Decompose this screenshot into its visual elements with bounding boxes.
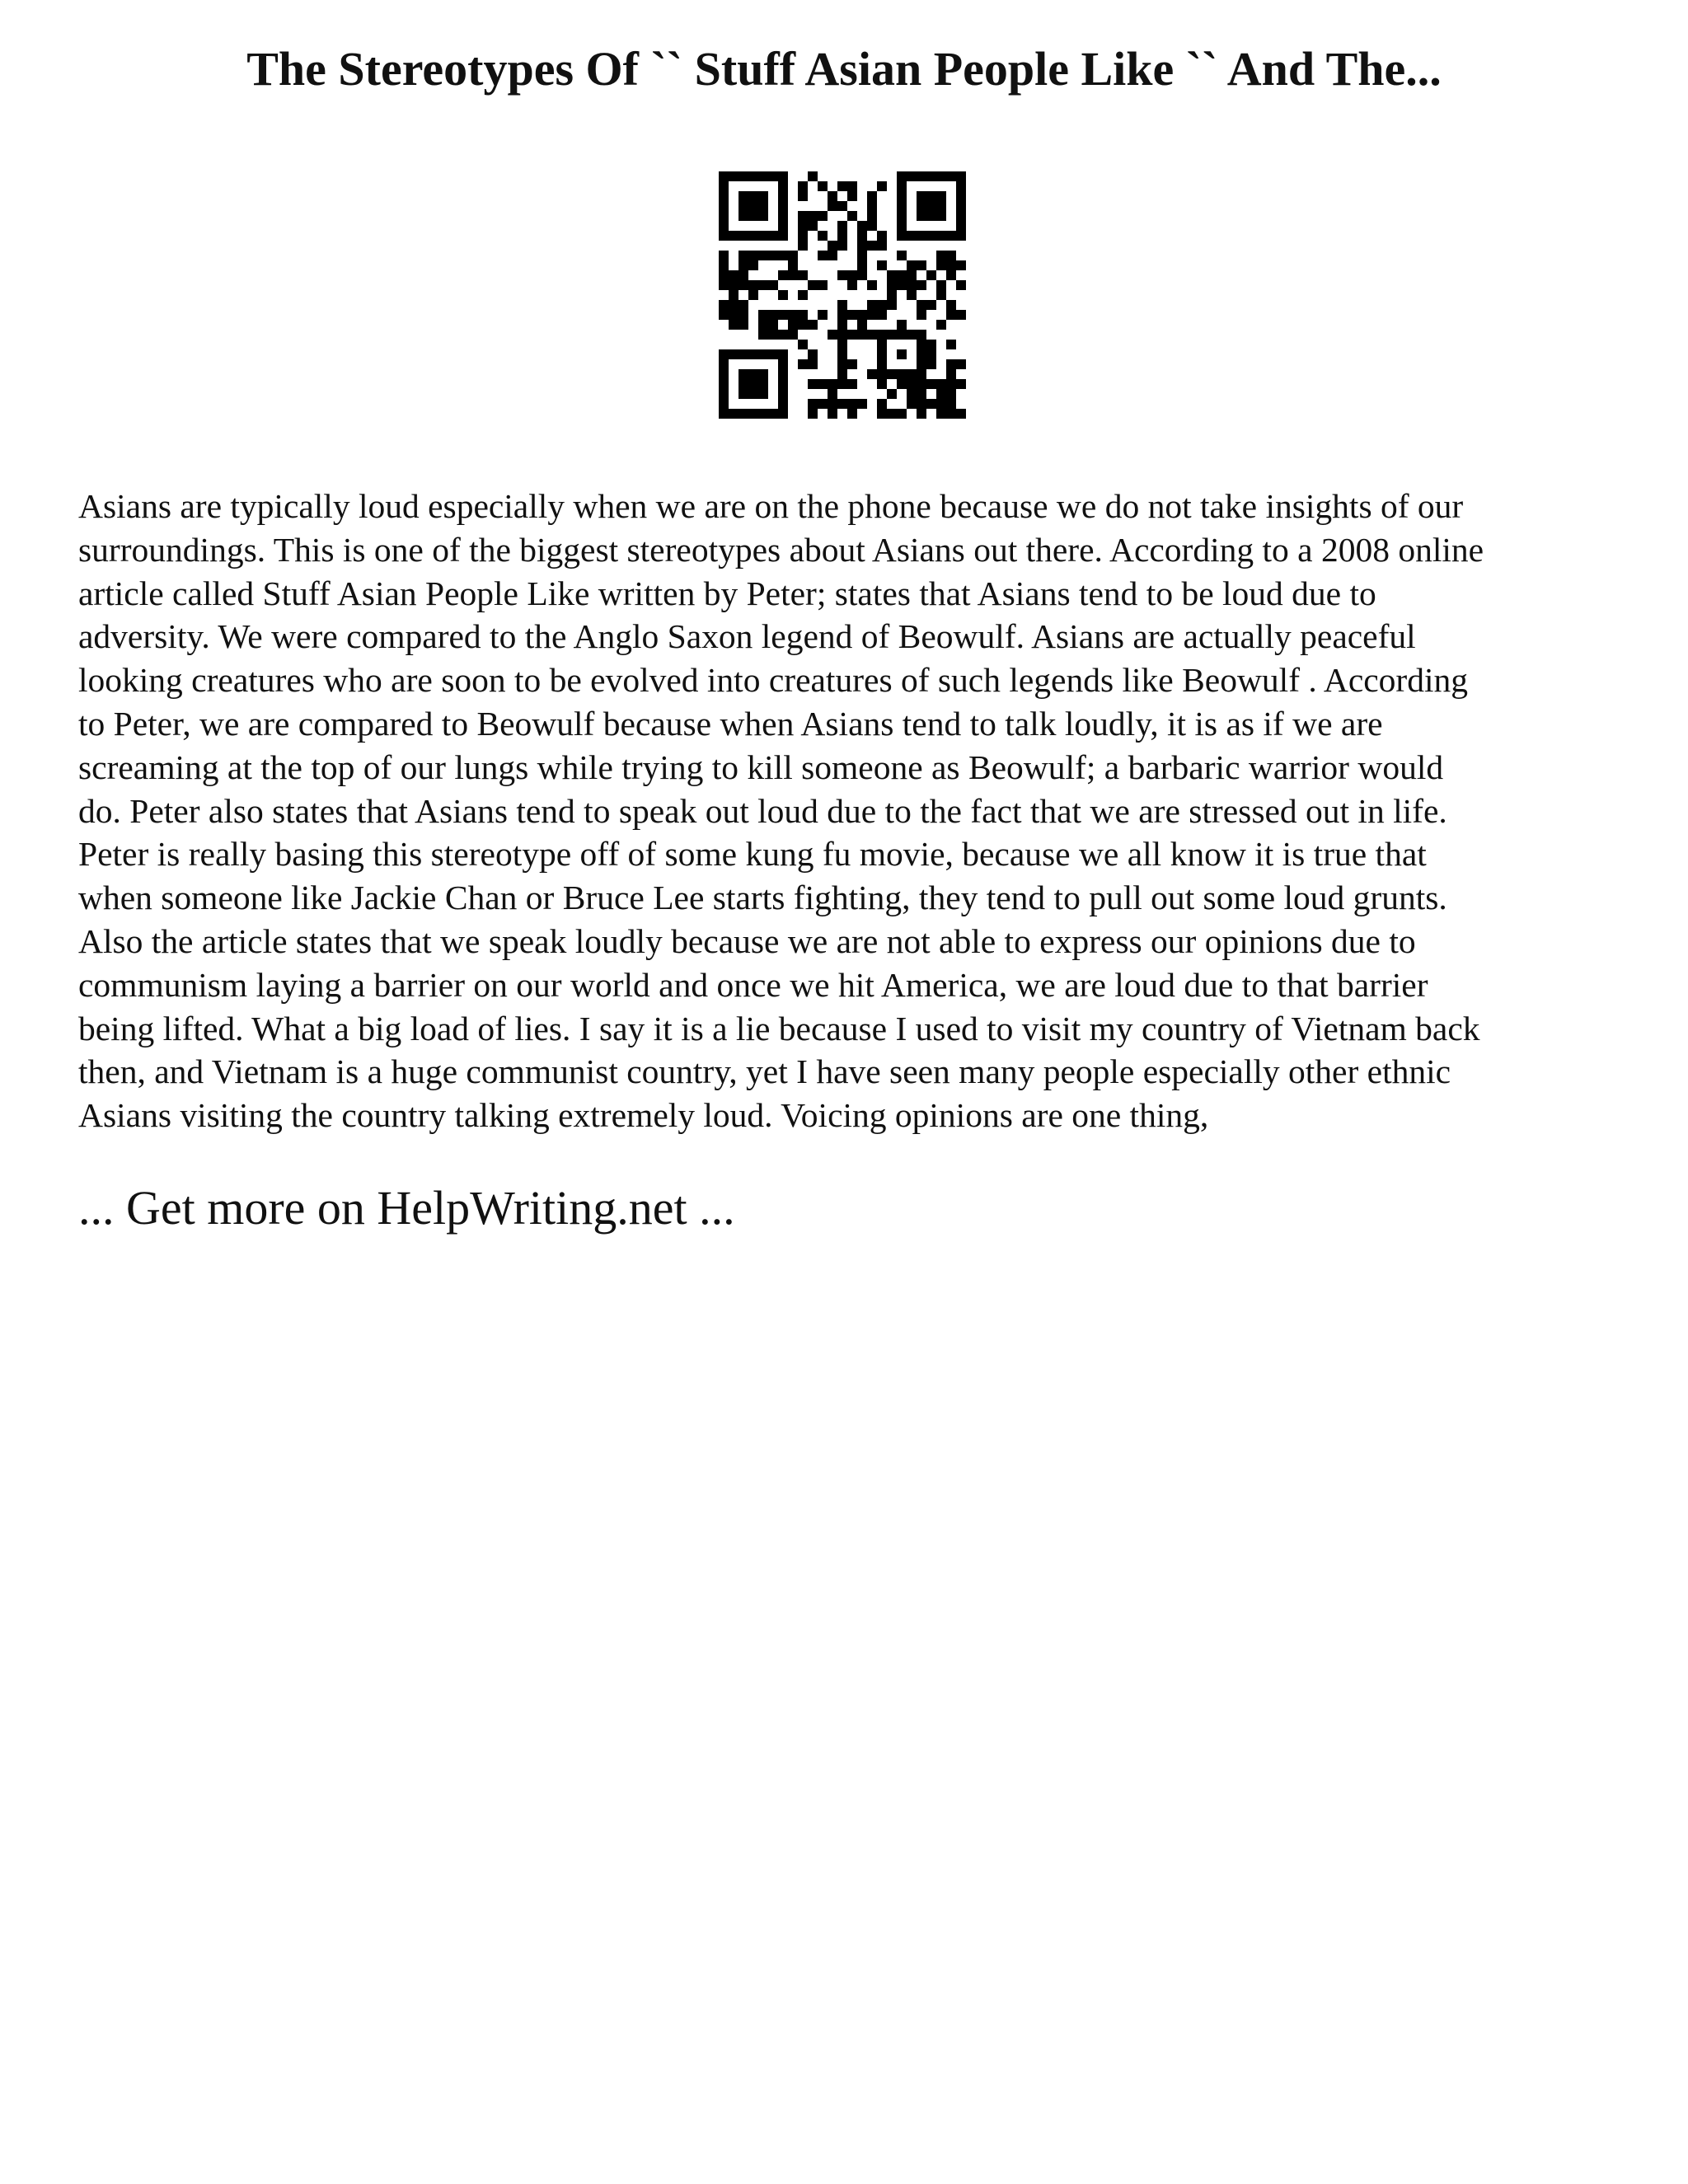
body-line: do. Peter also states that Asians tend to speak out loud due to the fact that we are stressed out in life. [78, 791, 1447, 830]
body-line: Asians visiting the country talking extremely loud. Voicing opinions are one thing, [78, 1096, 1209, 1135]
body-line: to Peter, we are compared to Beowulf because when Asians tend to talk loudly, it is as if we are [78, 704, 1383, 743]
body-line: communism laying a barrier on our world and once we hit America, we are loud due to that barrier [78, 965, 1428, 1004]
body-line: looking creatures who are soon to be evolved into creatures of such legends like Beowulf . According [78, 661, 1469, 700]
body-line: article called Stuff Asian People Like written by Peter; states that Asians tend to be loud due to [78, 574, 1376, 612]
body-line: Asians are typically loud especially when we are on the phone because we do not take insights of our [78, 487, 1464, 525]
body-line: Also the article states that we speak loudly because we are not able to express our opinions due to [78, 921, 1416, 960]
body-line: surroundings. This is one of the biggest stereotypes about Asians out there. According to a 2008 online [78, 530, 1484, 569]
body-line: Peter is really basing this stereotype off of some kung fu movie, because we all know it is true that [78, 835, 1427, 874]
body-line: being lifted. What a big load of lies. I say it is a lie because I used to visit my country of Vietnam back [78, 1009, 1480, 1047]
body-line: screaming at the top of our lungs while trying to kill someone as Beowulf; a barbaric warrior would [78, 748, 1444, 786]
article-body [78, 485, 1628, 1137]
get-more-link[interactable]: ... Get more on HelpWriting.net ... [78, 1181, 735, 1235]
qr-code-icon [719, 171, 966, 419]
body-line: then, and Vietnam is a huge communist country, yet I have seen many people especially other ethnic [78, 1052, 1451, 1091]
body-line: adversity. We were compared to the Anglo Saxon legend of Beowulf. Asians are actually peaceful [78, 617, 1416, 656]
body-line: when someone like Jackie Chan or Bruce Lee starts fighting, they tend to pull out some loud grunts. [78, 879, 1447, 917]
page-title: The Stereotypes Of `` Stuff Asian People Like `` And The... [246, 42, 1442, 96]
